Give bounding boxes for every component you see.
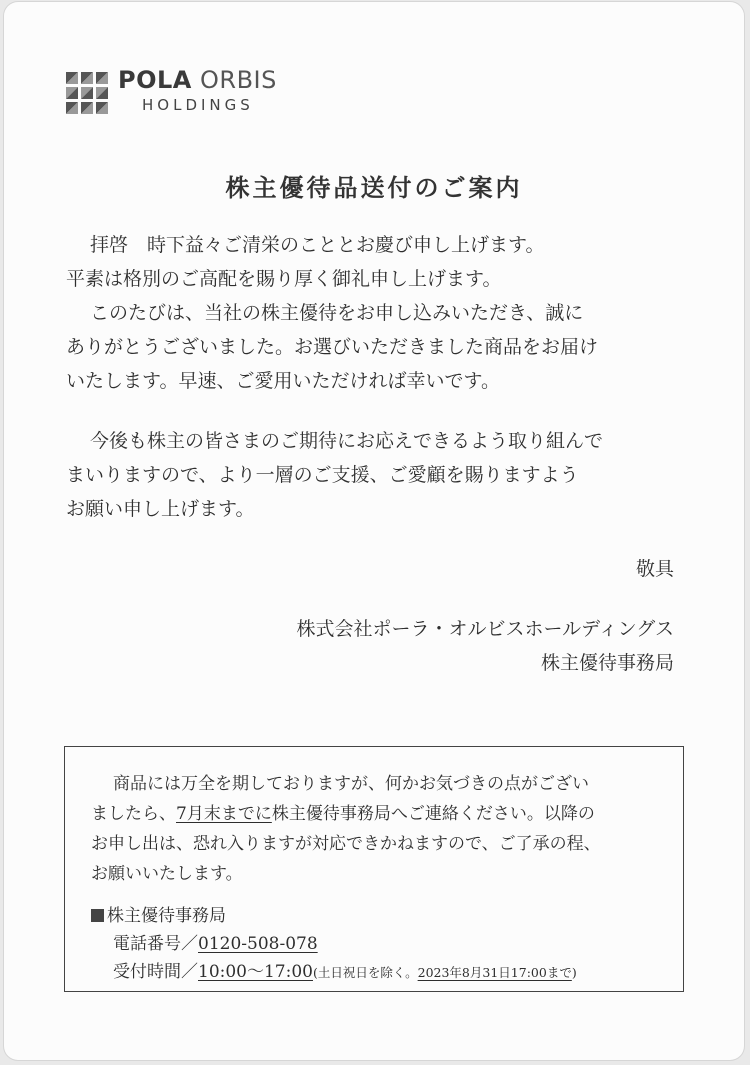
logo-pola: POLA (118, 66, 192, 94)
sender-department: 株主優待事務局 (540, 652, 674, 674)
closing-word: 敬具 (635, 558, 674, 580)
notice-line-2-post: 株主優待事務局へご連絡ください。以降の (271, 804, 595, 824)
document-title: 株主優待品送付のご案内 (225, 173, 523, 202)
logo-orbis: ORBIS (200, 66, 277, 94)
logo-wordmark (118, 66, 277, 94)
body-line-8: お願い申し上げます。 (66, 498, 255, 520)
logo-holdings: HOLDINGS (142, 96, 254, 114)
phone-number[interactable]: 0120-508-078 (198, 934, 318, 954)
notice-box (64, 746, 684, 992)
body-line-3: このたびは、当社の株主優待をお申し込みいただき、誠に (90, 302, 584, 324)
logo-triangle-grid-icon (66, 72, 108, 114)
notice-line-3: お申し出は、恐れ入りますが対応できかねますので、ご了承の程、 (91, 834, 601, 854)
hours-note-post: ) (571, 965, 577, 980)
phone-label: 電話番号／ (113, 934, 198, 954)
hours-row (113, 957, 577, 982)
notice-line-4: お願いいたします。 (91, 864, 243, 884)
body-line-2: 平素は格別のご高配を賜り厚く御礼申し上げます。 (66, 268, 502, 290)
hours-value: 10:00～17:00 (198, 962, 313, 982)
body-line-7: まいりますので、より一層のご支援、ご愛顧を賜りますよう (66, 464, 579, 486)
body-line-6: 今後も株主の皆さまのご期待にお応えできるよう取り組んで (90, 430, 604, 452)
hours-note-pre: (土日祝日を除く。 (312, 965, 418, 980)
document-page (4, 2, 744, 1060)
notice-line-2 (91, 799, 595, 824)
phone-row (113, 929, 318, 954)
company-logo (66, 66, 306, 116)
contact-heading-text: 株主優待事務局 (107, 906, 226, 926)
notice-deadline: 7月末までに (176, 804, 272, 824)
hours-label: 受付時間／ (113, 962, 198, 982)
body-line-5: いたします。早速、ご愛用いただければ幸いです。 (66, 370, 500, 392)
body-line-4: ありがとうございました。お選びいただきました商品をお届け (66, 336, 599, 358)
body-line-1: 拝啓 時下益々ご清栄のこととお慶び申し上げます。 (90, 234, 545, 256)
notice-line-1: 商品には万全を期しておりますが、何かお気づきの点がござい (113, 774, 589, 794)
notice-line-2-pre: ましたら、 (91, 804, 176, 824)
square-bullet-icon (91, 909, 104, 922)
contact-heading (91, 901, 226, 926)
sender-company: 株式会社ポーラ・オルビスホールディングス (296, 618, 674, 640)
hours-note-date: 2023年8月31日17:00まで (417, 965, 572, 980)
